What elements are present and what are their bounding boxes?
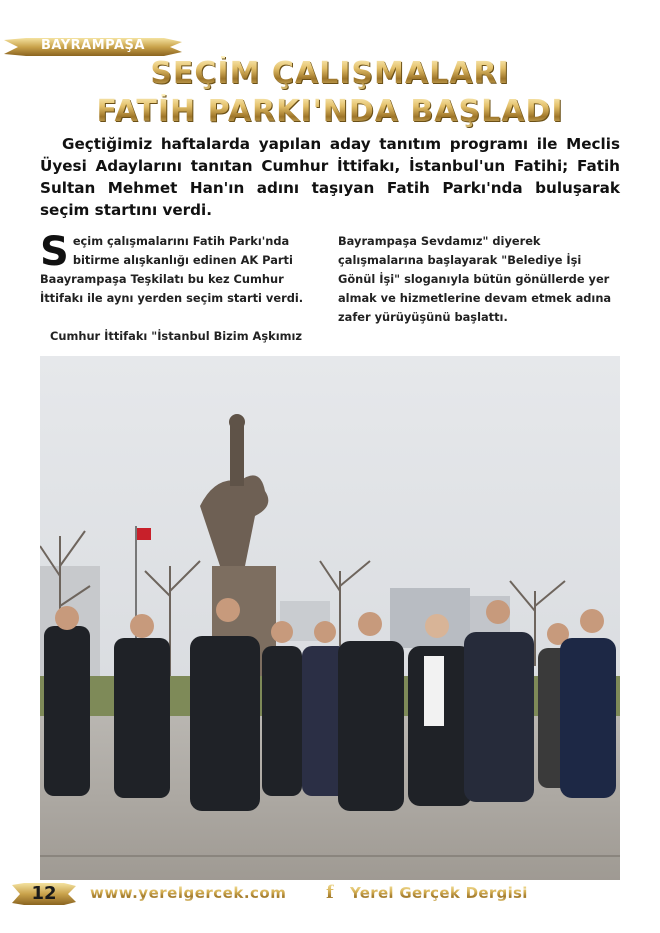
- headline-line-1: SEÇİM ÇALIŞMALARI: [150, 56, 510, 91]
- body-paragraph-2: Cumhur İttifakı "İstanbul Bizim Aşkımız: [50, 329, 303, 343]
- section-badge: [4, 36, 182, 58]
- body-paragraph-1-text: eçim çalışmalarını Fatih Parkı'nda bitirme alışkanlığı edinen AK Parti Baayrampaşa Teşkilatı bu kez Cumhur İttifakı ile aynı yerden seçim starti verdi.: [40, 234, 304, 305]
- website-link[interactable]: www.yerelgercek.com: [90, 884, 287, 902]
- lead-paragraph: Geçtiğimiz haftalarda yapılan aday tanıtım programı ile Meclis Üyesi Adaylarını tanıtan Cumhur İttifakı, İstanbul'un Fatihi; Fatih Sultan Mehmet Han'ın adını taşıyan Fatih Parkı'nda buluşarak seçim startını verdi.: [40, 135, 620, 219]
- dropcap: S: [40, 229, 69, 275]
- body-paragraph-3: Bayrampaşa Sevdamız" diyerek çalışmalarına başlayarak "Belediye İşi Gönül İşi" sloganıyla bütün gönüllerde yer almak ve hizmetlerine devam etmek adına zafer yürüyüşünü başlattı.: [338, 234, 612, 324]
- body-paragraph-1: [40, 229, 324, 308]
- headline-line-2: FATİH PARKI'NDA BAŞLADI: [96, 94, 564, 129]
- group-walking-photo: [40, 356, 620, 880]
- magazine-name: Yerel Gerçek Dergisi: [350, 884, 528, 902]
- section-label: BAYRAMPAŞA: [41, 38, 145, 53]
- body-column-right: [338, 232, 622, 327]
- page-number-badge: [12, 882, 76, 906]
- page-number: 12: [31, 883, 57, 904]
- facebook-icon: f: [326, 882, 334, 903]
- body-column-left: [40, 229, 324, 346]
- photo-illustration: [40, 356, 620, 880]
